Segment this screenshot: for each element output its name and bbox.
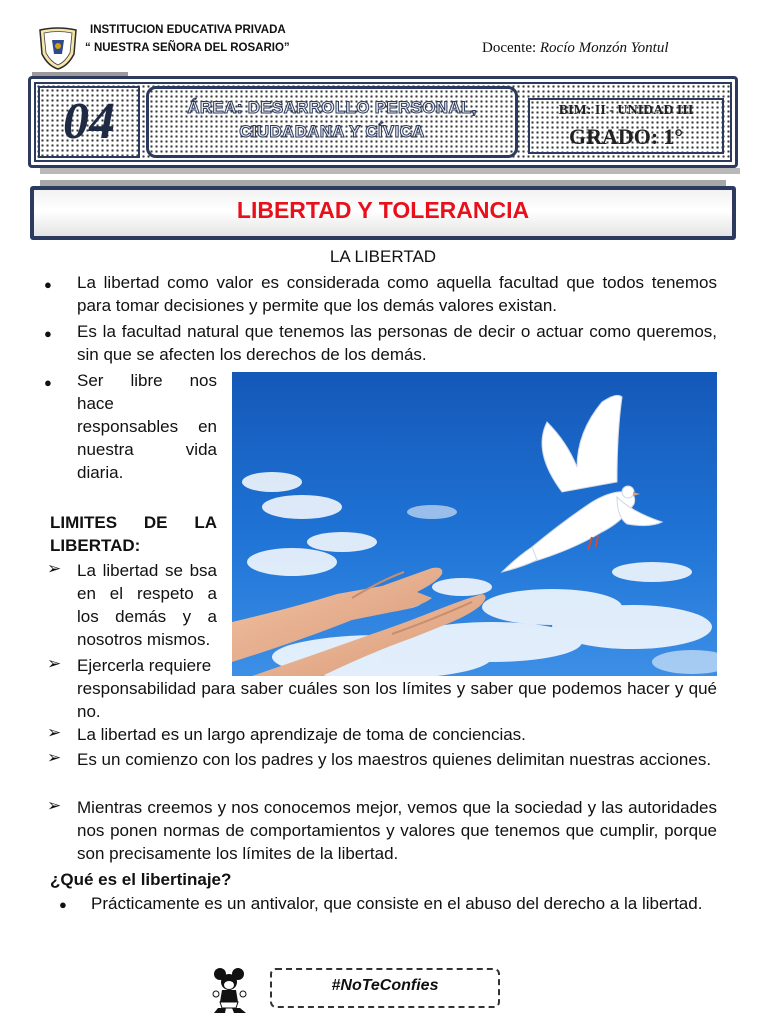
bullet-dot-icon: ● [59,897,67,912]
bullet-dot-icon: ● [44,277,52,292]
list-item-line: Ser libre nos [77,371,217,390]
arrow-bullet-icon: ➢ [47,796,62,815]
arrow-bullet-icon: ➢ [47,748,62,767]
grade [528,124,724,150]
limits-heading-line1: LIMITES DE LA [50,513,217,532]
bullet-dot-icon: ● [44,375,52,390]
hashtag: #NoTeConfies [331,977,439,994]
grade-label: GRADO: [568,124,659,149]
list-item: La libertad es un largo aprendizaje de toma de conciencias. [77,725,526,744]
libertinaje-question: ¿Qué es el libertinaje? [50,870,232,889]
teacher-name: Rocío Monzón Yontul [539,40,669,56]
list-item: Es la facultad natural que tenemos las personas de decir o actuar como queremos, sin que se afecten los derechos de los demás. [77,322,717,364]
institution-name-line2: “ NUESTRA SEÑORA DEL ROSARIO” [85,42,290,54]
institution-name-line1: INSTITUCION EDUCATIVA PRIVADA [90,24,286,36]
bullet-dot-icon: ● [44,326,52,341]
dove-hands-photo [232,372,717,676]
arrow-bullet-icon: ➢ [47,723,62,742]
list-item-line: Ejercerla requiere [77,656,212,675]
grade-value: 1° [663,124,684,149]
area-title-line2: CIUDADANA Y CÍVICA [239,122,425,141]
section-title: LA LIBERTAD [329,247,437,266]
teacher [482,40,669,57]
arrow-bullet-icon: ➢ [47,654,62,673]
teacher-label: Docente: [482,40,537,56]
mickey-icon [208,966,252,1014]
limits-heading-line2: LIBERTAD: [50,536,141,555]
arrow-bullet-icon: ➢ [47,559,62,578]
area-title-line1: ÁREA: DESARROLLO PERSONAL, [187,98,477,117]
list-item: responsabilidad para saber cuáles son los límites y saber que podemos hacer y qué no. [77,679,717,721]
crest-icon [38,26,78,70]
libertinaje-answer: Prácticamente es un antivalor, que consiste en el abuso del derecho a la libertad. [91,894,703,913]
list-item-line: los demás y a [77,607,217,626]
page-title: LIBERTAD Y TOLERANCIA [236,197,530,223]
banner-bottom-shadow [40,168,740,174]
list-item-line: en el respeto a [77,584,217,603]
list-item-line: diaria. [77,463,124,482]
list-item-line: La libertad se bsa [77,561,217,580]
bim-unit: BIM: II - UNIDAD III [558,103,694,118]
list-item: Mientras creemos y nos conocemos mejor, vemos que la sociedad y las autoridades nos ponen normas de comportamientos y valores que tenemos que cumplir, porque son precisamente los límites de la libertad. [77,798,717,863]
list-item-line: nuestra vida [77,440,217,459]
list-item: La libertad como valor es considerada como aquella facultad que todos tenemos para tomar decisiones y permite que los demás valores existan. [77,273,717,315]
list-item: Es un comienzo con los padres y los maestros quienes delimitan nuestras acciones. [77,750,712,769]
list-item-line: responsables en [77,417,217,436]
unit-number: 04 [63,93,115,150]
list-item-line: nosotros mismos. [77,630,211,649]
list-item-line: hace [77,394,114,413]
